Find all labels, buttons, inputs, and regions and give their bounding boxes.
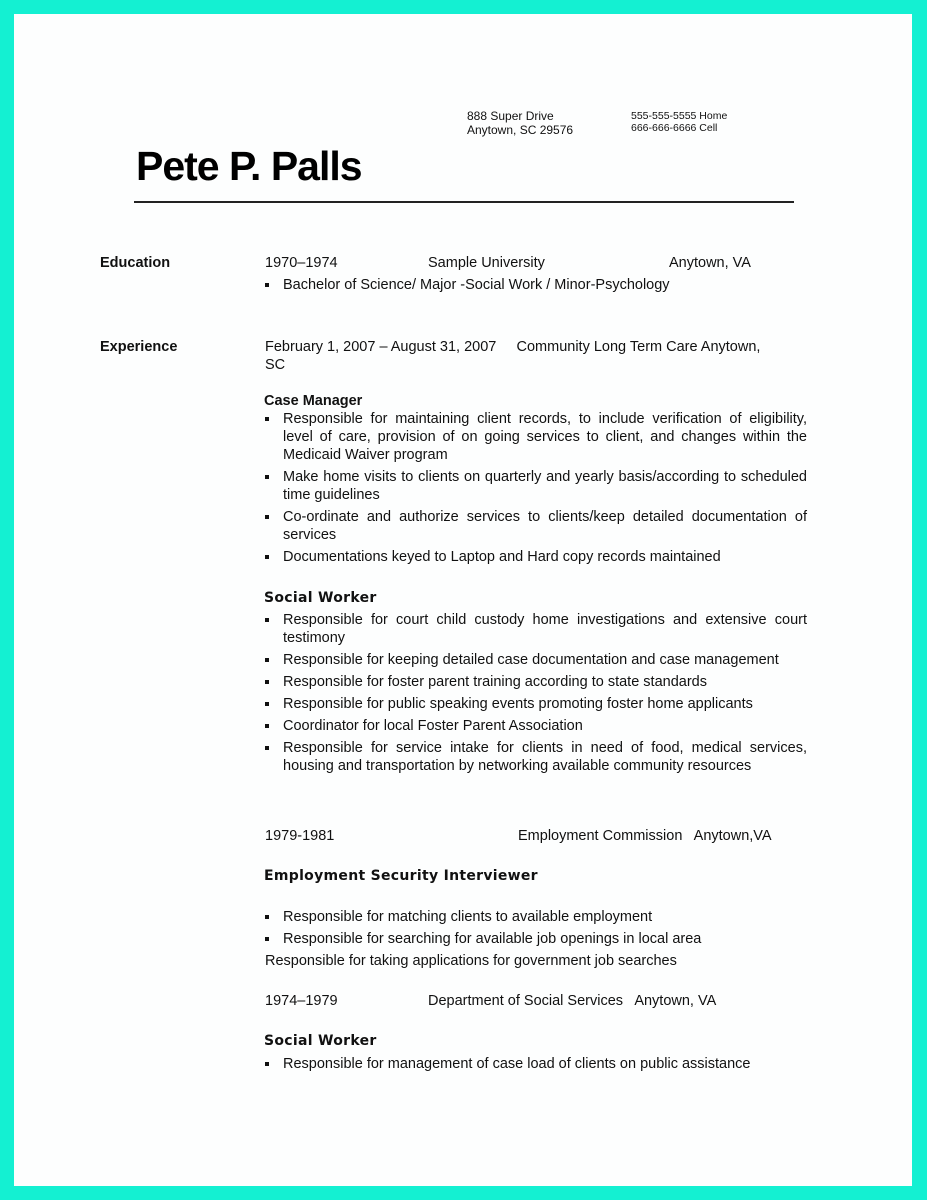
job1-role1-bullets bbox=[264, 410, 807, 570]
list-item: Documentations keyed to Laptop and Hard copy records maintained bbox=[264, 548, 807, 566]
job3-title: Social Worker bbox=[264, 1033, 377, 1049]
list-item: Responsible for foster parent training according to state standards bbox=[264, 673, 807, 691]
job3-dates: 1974–1979 bbox=[265, 993, 338, 1009]
job1-role2-title: Social Worker bbox=[264, 590, 377, 606]
list-item: Co-ordinate and authorize services to clients/keep detailed documentation of services bbox=[264, 508, 807, 544]
address-line-2: Anytown, SC 29576 bbox=[467, 123, 574, 137]
list-item: Responsible for service intake for clients in need of food, medical services, housing and transportation by networking available community resources bbox=[264, 739, 807, 775]
job3-employer: Department of Social Services Anytown, VA bbox=[428, 993, 717, 1009]
phone-cell: 666-666-6666 Cell bbox=[631, 122, 718, 134]
job1-location-cont: SC bbox=[265, 357, 286, 373]
address-line-1: 888 Super Drive bbox=[467, 109, 554, 123]
candidate-name: Pete P. Palls bbox=[136, 143, 362, 189]
phone-block bbox=[631, 110, 727, 134]
list-item: Responsible for searching for available job openings in local area bbox=[264, 930, 824, 948]
phone-home: 555-555-5555 Home bbox=[631, 110, 728, 122]
job1-role1-title: Case Manager bbox=[264, 393, 363, 409]
list-item: Responsible for management of case load of clients on public assistance bbox=[264, 1055, 824, 1073]
education-dates: 1970–1974 bbox=[265, 255, 338, 271]
job2-dates: 1979-1981 bbox=[265, 828, 335, 844]
section-label-education: Education bbox=[100, 255, 171, 271]
list-item: Coordinator for local Foster Parent Association bbox=[264, 717, 807, 735]
list-item: Responsible for matching clients to available employment bbox=[264, 908, 824, 926]
education-school: Sample University bbox=[428, 255, 545, 271]
education-bullets bbox=[264, 276, 824, 298]
header-divider bbox=[134, 201, 794, 203]
job2-employer: Employment Commission Anytown,VA bbox=[518, 828, 772, 844]
job2-extra-line: Responsible for taking applications for government job searches bbox=[265, 953, 677, 969]
resume-page bbox=[14, 14, 912, 1186]
list-item: Bachelor of Science/ Major -Social Work / Minor-Psychology bbox=[264, 276, 824, 294]
list-item: Responsible for keeping detailed case documentation and case management bbox=[264, 651, 807, 669]
list-item: Make home visits to clients on quarterly and yearly basis/according to scheduled time guidelines bbox=[264, 468, 807, 504]
job1-role2-bullets bbox=[264, 611, 807, 779]
job1-dates-employer: February 1, 2007 – August 31, 2007 Community Long Term Care Anytown, bbox=[265, 339, 761, 355]
education-location: Anytown, VA bbox=[669, 255, 751, 271]
list-item: Responsible for maintaining client records, to include verification of eligibility, level of care, provision of on going services to client, and changes within the Medicaid Waiver program bbox=[264, 410, 807, 464]
job3-bullets bbox=[264, 1055, 824, 1077]
address-block bbox=[467, 109, 573, 137]
job2-bullets bbox=[264, 908, 824, 952]
list-item: Responsible for public speaking events promoting foster home applicants bbox=[264, 695, 807, 713]
list-item: Responsible for court child custody home investigations and extensive court testimony bbox=[264, 611, 807, 647]
section-label-experience: Experience bbox=[100, 339, 178, 355]
job2-title: Employment Security Interviewer bbox=[264, 868, 538, 884]
